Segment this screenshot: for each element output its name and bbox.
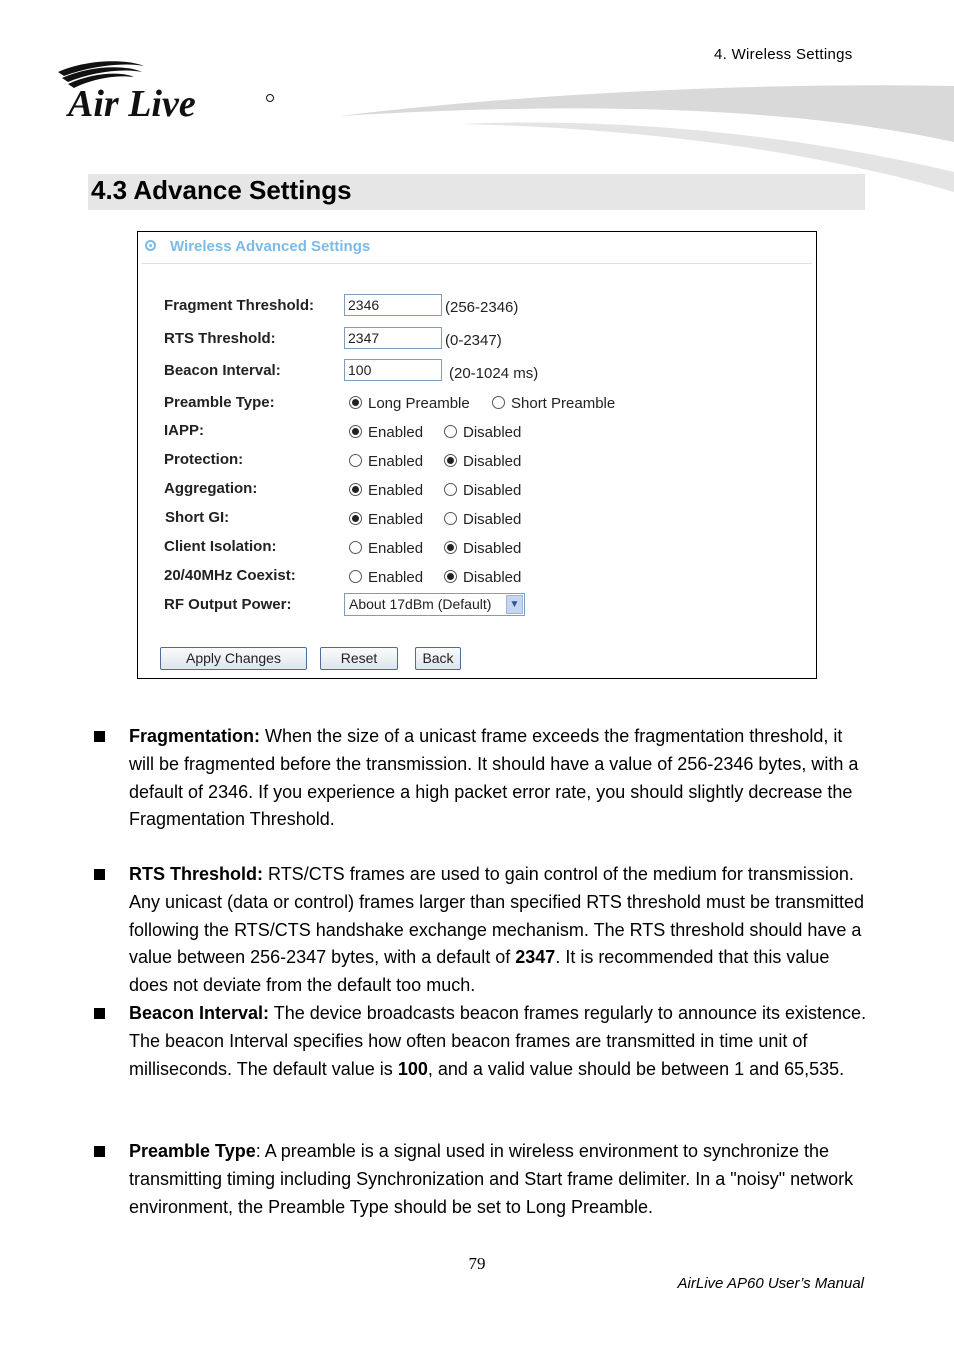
airlive-logo-graphic (54, 58, 284, 128)
fragmentation-text: When the size of a unicast frame exceeds the fragmentation threshold, it will be fragmented before the transmission. It should have a value of 256-2346 bytes, with a default of 2346. If you experience a high packet error rate, you should slightly decrease the Fragmentation Threshold. (129, 726, 859, 830)
client-isolation-enabled-label: Enabled (368, 540, 424, 557)
manual-footer: AirLive AP60 User’s Manual (677, 1275, 864, 1292)
section-title: 4.3 Advance Settings (91, 175, 352, 205)
rts-threshold-range: (0-2347) (445, 332, 502, 349)
bullet-square-icon (94, 731, 105, 742)
coexist-label: 20/40MHz Coexist: (164, 567, 296, 584)
short-gi-label: Short GI: (165, 509, 230, 526)
beacon-interval-range: (20-1024 ms) (449, 365, 539, 382)
beacon-interval-label: Beacon Interval: (164, 362, 281, 379)
long-preamble-label: Long Preamble (368, 395, 470, 412)
aggregation-disabled-radio[interactable] (444, 483, 457, 496)
coexist-enabled-label: Enabled (368, 569, 424, 586)
short-gi-enabled-radio[interactable] (349, 512, 362, 525)
back-button[interactable]: Back (415, 647, 461, 670)
protection-label: Protection: (164, 451, 244, 468)
aggregation-enabled-radio[interactable] (349, 483, 362, 496)
preamble-term: Preamble Type (129, 1141, 256, 1161)
iapp-disabled-label: Disabled (463, 424, 522, 441)
rf-output-power-value: About 17dBm (Default) (349, 596, 492, 612)
coexist-disabled-radio[interactable] (444, 570, 457, 583)
fragmentation-term: Fragmentation: (129, 726, 261, 746)
panel-title-divider (142, 263, 812, 264)
protection-enabled-radio[interactable] (349, 454, 362, 467)
iapp-label: IAPP: (164, 422, 205, 439)
fragment-threshold-range: (256-2346) (445, 299, 519, 316)
protection-disabled-radio[interactable] (444, 454, 457, 467)
beacon-interval-paragraph: Beacon Interval: The device broadcasts beacon frames regularly to announce its existence. The beacon Interval specifies how often beacon frames are transmitted in time unit of milliseconds. The default value is 100, and a valid value should be between 1 and 65,535. (129, 1003, 867, 1079)
svg-text:Air Live: Air Live (68, 83, 196, 125)
client-isolation-enabled-radio[interactable] (349, 541, 362, 554)
preamble-type-label: Preamble Type: (164, 394, 275, 411)
chevron-down-icon[interactable]: ▼ (506, 595, 523, 614)
beacon-term: Beacon Interval: (129, 1003, 270, 1023)
preamble-type-paragraph: Preamble Type: A preamble is a signal used in wireless environment to synchronize the transmitting timing including Synchronization and Start frame delimiter. In a "noisy" network environment, the Preamble Type should be set to Long Preamble. (129, 1141, 854, 1217)
short-preamble-radio[interactable] (492, 396, 505, 409)
rf-output-power-select[interactable] (344, 593, 525, 616)
aggregation-disabled-label: Disabled (463, 482, 522, 499)
beacon-interval-input[interactable]: 100 (344, 359, 442, 381)
iapp-disabled-radio[interactable] (444, 425, 457, 438)
client-isolation-disabled-label: Disabled (463, 540, 522, 557)
bullet-square-icon (94, 869, 105, 880)
coexist-disabled-label: Disabled (463, 569, 522, 586)
chapter-heading: 4. Wireless Settings (714, 46, 853, 63)
rts-threshold-input[interactable]: 2347 (344, 327, 442, 349)
panel-title: Wireless Advanced Settings (170, 238, 371, 255)
protection-enabled-label: Enabled (368, 453, 424, 470)
coexist-enabled-radio[interactable] (349, 570, 362, 583)
bullet-square-icon (94, 1008, 105, 1019)
apply-changes-button[interactable]: Apply Changes (160, 647, 307, 670)
fragment-threshold-label: Fragment Threshold: (164, 297, 315, 314)
iapp-enabled-radio[interactable] (349, 425, 362, 438)
short-gi-disabled-label: Disabled (463, 511, 522, 528)
aggregation-enabled-label: Enabled (368, 482, 424, 499)
rts-threshold-paragraph: RTS Threshold: RTS/CTS frames are used to gain control of the medium for transmission. Any unicast (data or control) frames larger than specified RTS threshold must be transmitted following the RTS/CTS handshake exchange mechanism. The RTS threshold should have a value between 256-2347 bytes, with a default of 2347. It is recommended that this value does not deviate from the default too much. (129, 864, 865, 996)
client-isolation-disabled-radio[interactable] (444, 541, 457, 554)
aggregation-label: Aggregation: (164, 480, 258, 497)
bullet-square-icon (94, 1146, 105, 1157)
rf-output-power-label: RF Output Power: (164, 596, 292, 613)
fragment-threshold-input[interactable]: 2346 (344, 294, 442, 316)
short-gi-enabled-label: Enabled (368, 511, 424, 528)
reset-button[interactable]: Reset (320, 647, 398, 670)
protection-disabled-label: Disabled (463, 453, 522, 470)
rts-term: RTS Threshold: (129, 864, 263, 884)
long-preamble-radio[interactable] (349, 396, 362, 409)
rts-threshold-label: RTS Threshold: (164, 330, 276, 347)
client-isolation-label: Client Isolation: (164, 538, 277, 555)
short-gi-disabled-radio[interactable] (444, 512, 457, 525)
airlive-logo (54, 58, 284, 128)
fragmentation-paragraph (129, 723, 869, 834)
page-number: 79 (468, 1254, 486, 1273)
iapp-enabled-label: Enabled (368, 424, 424, 441)
panel-bullet-icon (145, 240, 156, 251)
wireless-advanced-settings-panel (137, 231, 817, 679)
short-preamble-label: Short Preamble (511, 395, 616, 412)
